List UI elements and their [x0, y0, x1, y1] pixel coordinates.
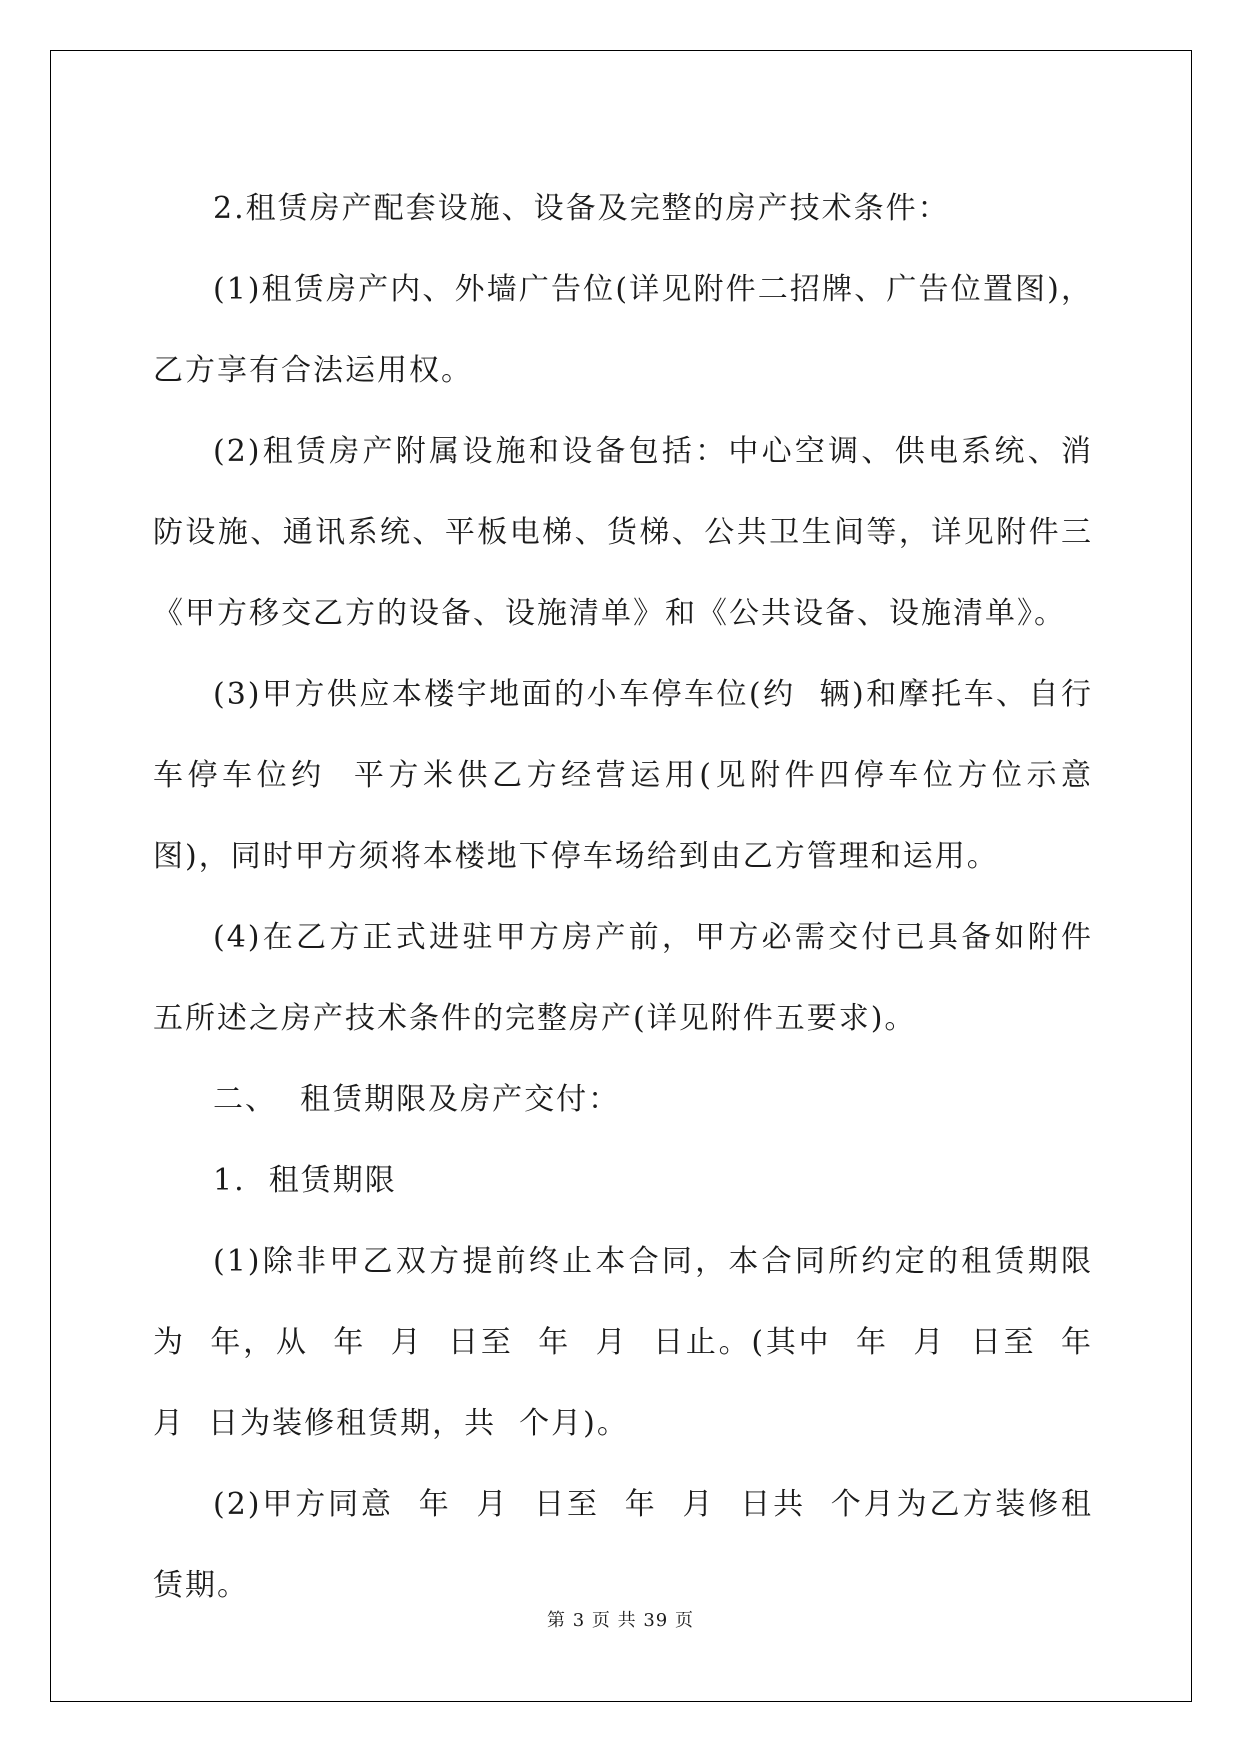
paragraph-advertising-space: (1)租赁房产内、外墙广告位(详见附件二招牌、广告位置图)，乙方享有合法运用权。 [153, 272, 1093, 388]
section-heading-lease-term: 二、 租赁期限及房产交付： [213, 1082, 621, 1117]
paragraph-facilities-heading: 2.租赁房产配套设施、设备及完整的房产技术条件： [213, 191, 950, 226]
paragraph-property-handover: (4)在乙方正式进驻甲方房产前，甲方必需交付已具备如附件五所述之房产技术条件的完整房产(详见附件五要求)。 [153, 920, 1093, 1036]
paragraph-ancillary-equipment: (2)租赁房产附属设施和设备包括：中心空调、供电系统、消防设施、通讯系统、平板电梯、货梯、公共卫生间等，详见附件三《甲方移交乙方的设备、设施清单》和《公共设备、设施清单》。 [153, 434, 1093, 631]
page-number-footer: 第 3 页 共 39 页 [547, 1610, 694, 1631]
paragraph-parking: (3)甲方供应本楼宇地面的小车停车位(约 辆)和摩托车、自行车停车位约 平方米供乙方经营运用(见附件四停车位方位示意图)，同时甲方须将本楼地下停车场给到由乙方管理和运用。 [153, 677, 1093, 874]
document-body [153, 168, 1117, 1626]
paragraph-lease-period-term: (1)除非甲乙双方提前终止本合同，本合同所约定的租赁期限为 年，从 年 月 日至 年 月 日止。(其中 年 月 日至 年 月 日为装修租赁期，共 个月)。 [153, 1244, 1117, 1441]
paragraph-renovation-period: (2)甲方同意 年 月 日至 年 月 日共 个月为乙方装修租赁期。 [153, 1487, 1093, 1603]
subsection-heading-lease-period: 1. 租赁期限 [213, 1163, 397, 1198]
